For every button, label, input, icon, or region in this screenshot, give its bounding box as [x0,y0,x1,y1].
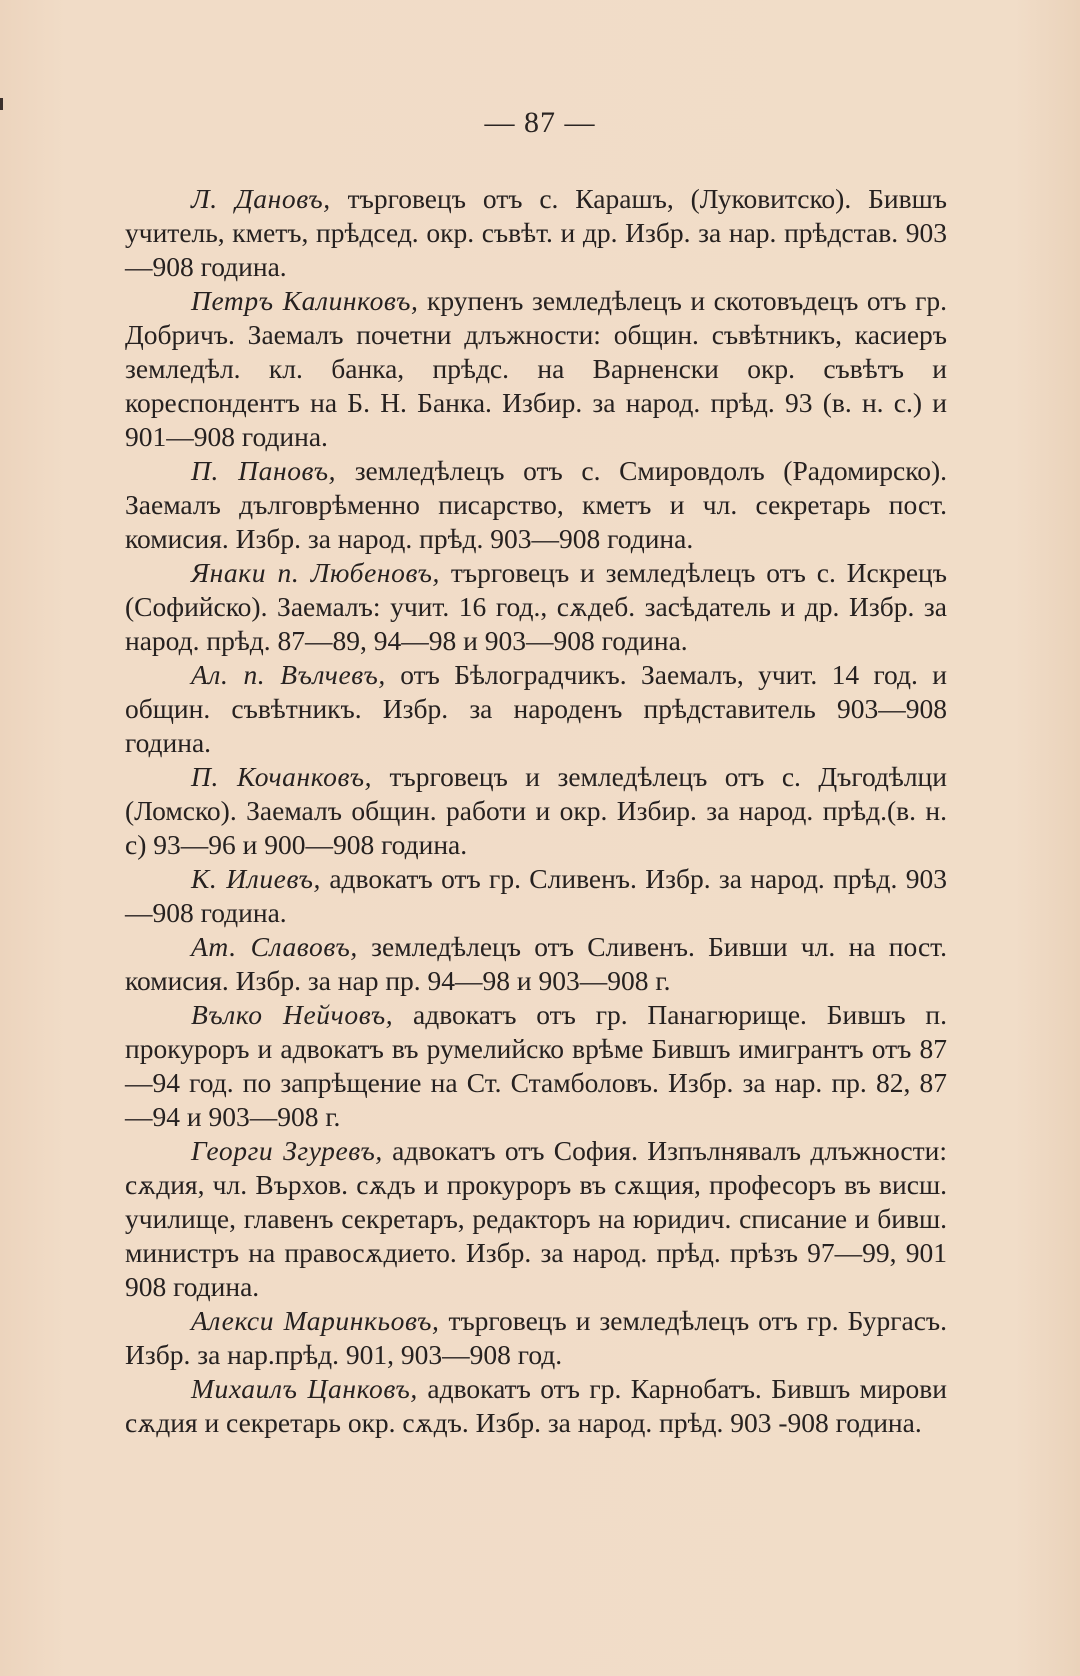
entry-name: К. Илиевъ, [191,863,321,894]
entry [125,862,947,930]
entry-text: адвокатъ отъ София. Изпълнявалъ длъжности: сѫдия, чл. Върхов. сѫдъ и прокуроръ въ сѫщия, професоръ въ висш. училище, главенъ секретаръ, редакторъ на юридич. списание и бивш. министръ на правосѫдието. Избр. за народ. прѣд. прѣзъ 97—99, 901 908 година. [125,1135,947,1302]
entry-text: адвокатъ отъ гр. Панагюрище. Бившъ п. прокуроръ и адвокатъ въ румелийско врѣме Бившъ имигрантъ отъ 87—94 год. по запрѣщение на Ст. Стамболовъ. Избр. за нар. пр. 82, 87—94 и 903—908 г. [125,999,948,1132]
entry-name: Михаилъ Цанковъ, [191,1373,418,1404]
entry-name: П. Пановъ, [191,455,337,486]
entry-name: Вълко Нейчовъ, [191,999,394,1030]
entry [125,1134,947,1304]
entry [125,556,947,658]
entry-text: адвокатъ отъ гр. Карнобатъ. Бившъ мирови сѫдия и секретарь окр. сѫдъ. Избр. за народ. прѣд. 903 -908 година. [125,1373,947,1438]
entry-text: крупенъ земледѣлецъ и скотовъдецъ отъ гр. Добричъ. Заемалъ почетни длъжности: общин. съвѣтникъ, касиеръ земледѣл. кл. банка, прѣдс. на Варненски окр. съвѣтъ и кореспондентъ на Б. Н. Банка. Избир. за народ. прѣд. 93 (в. н. с.) и 901—908 година. [125,285,947,452]
page-number: — 87 — [484,106,596,139]
entry-text: търговецъ и земледѣлецъ отъ гр. Бургасъ. Избр. за нар.прѣд. 901, 903—908 год. [125,1305,948,1370]
entry [125,182,947,284]
entry-name: Петръ Калинковъ, [191,285,419,316]
entry [125,998,947,1134]
entry-text: търговецъ и земледѣлецъ отъ с. Дъгодѣлци (Ломско). Заемалъ общин. работи и окр. Избир. за народ. прѣд.(в. н. с) 93—96 и 900—908 година. [125,761,947,860]
entry-name: Ал. п. Вълчевъ, [191,659,386,690]
entry-text: търговецъ и земледѣлецъ отъ с. Искрецъ (Софийско). Заемалъ: учит. 16 год., сѫдеб. засѣдатель и др. Избр. за народ. прѣд. 87—89, 94—98 и 903—908 година. [125,557,947,656]
entry [125,658,947,760]
entry [125,1304,947,1372]
entry-name: Л. Дановъ, [191,183,331,214]
entry-text: търговецъ отъ с. Карашъ, (Луковитско). Бившъ учитель, кметъ, прѣдсед. окр. съвѣт. и др. Избр. за нар. прѣдстав. 903—908 година. [125,183,947,282]
entry-text: земледѣлецъ отъ с. Смировдолъ (Радомирско). Заемалъ дълговрѣменно писарство, кметъ и чл. секретарь пост. комисия. Избр. за народ. прѣд. 903—908 година. [125,455,947,554]
entry [125,760,947,862]
entry-name: Георги Згуревъ, [191,1135,383,1166]
entry-name: Янаки п. Любеновъ, [191,557,441,588]
entry [125,284,947,454]
entry-text: земледѣлецъ отъ Сливенъ. Бивши чл. на пост. комисия. Избр. за нар пр. 94—98 и 903—908 г. [125,931,947,996]
entry [125,1372,947,1440]
page-body [125,182,947,1440]
entry-name: Ат. Славовъ, [191,931,358,962]
entry-name: П. Кочанковъ, [191,761,373,792]
entry-name: Алекси Маринкьовъ, [191,1305,440,1336]
entry-text: адвокатъ отъ гр. Сливенъ. Избр. за народ. прѣд. 903—908 година. [125,863,947,928]
entry [125,930,947,998]
entry-text: отъ Бѣлоградчикъ. Заемалъ, учит. 14 год. и общин. съвѣтникъ. Избр. за народенъ прѣдставитель 903—908 година. [125,659,947,758]
entry [125,454,947,556]
